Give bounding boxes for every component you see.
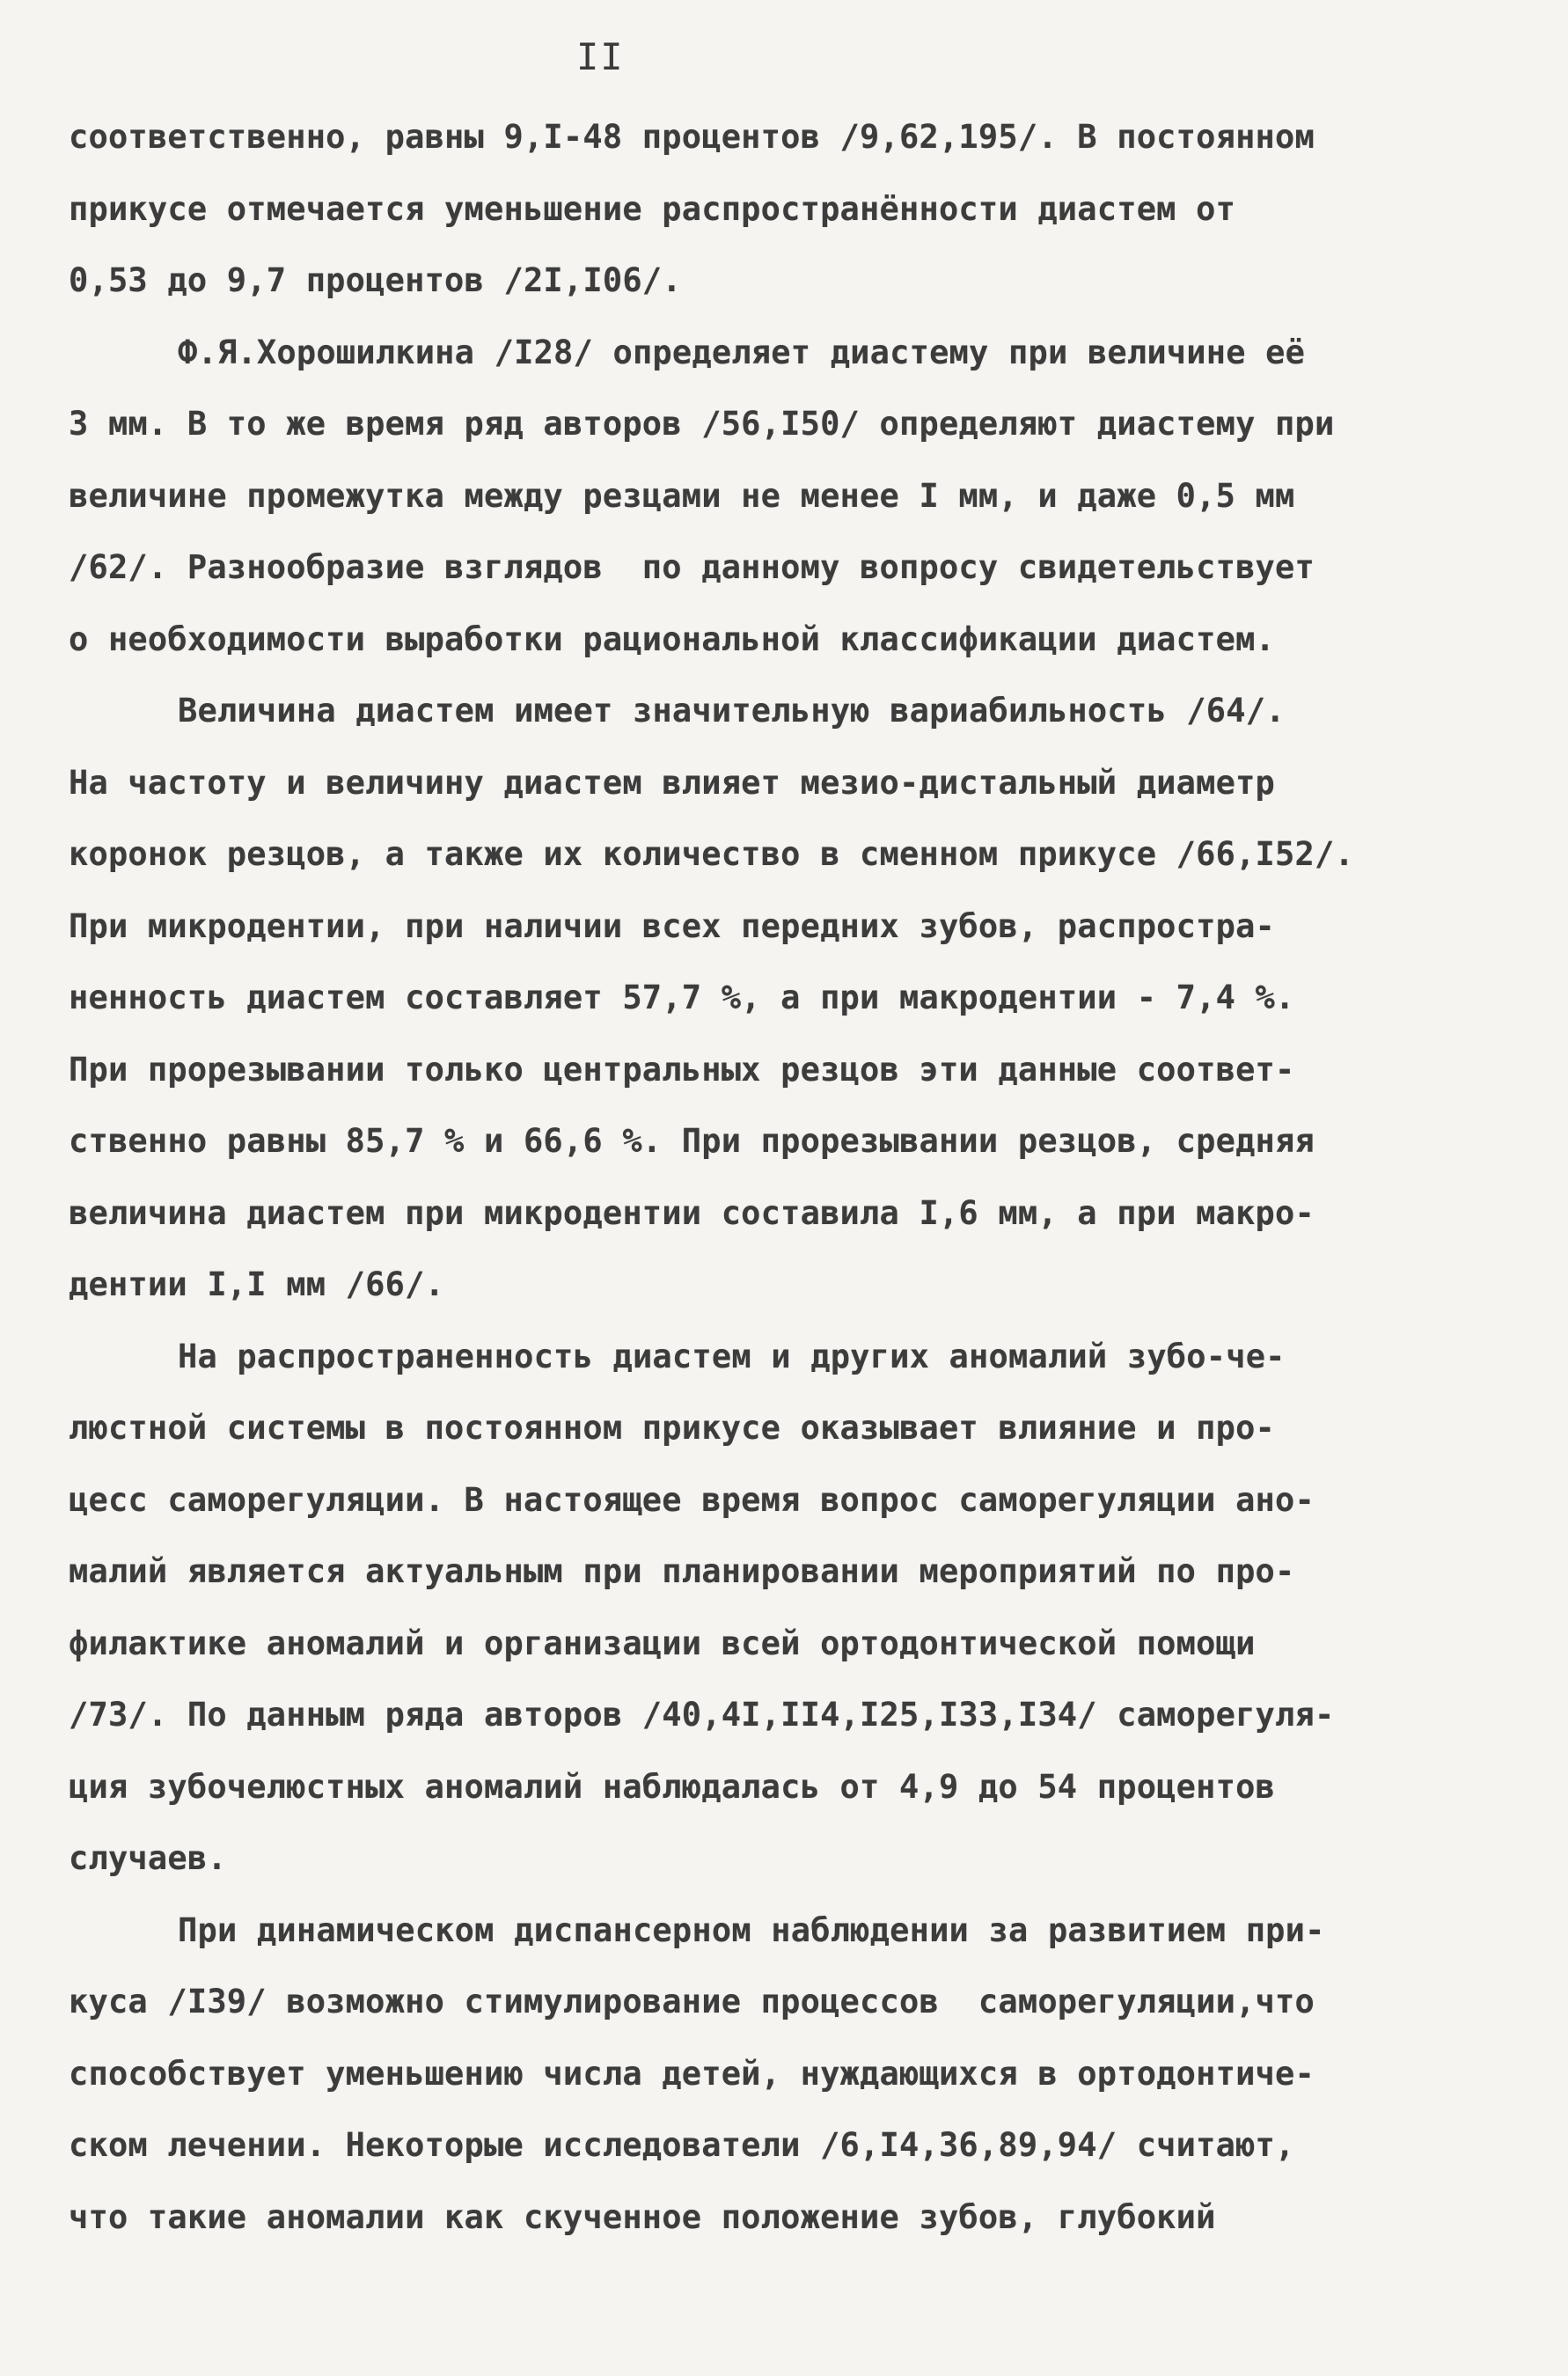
- text-line: ция зубочелюстных аномалий наблюдалась от 4,9 до 54 процентов: [69, 1767, 1276, 1806]
- text-line: Величина диастем имеет значительную вариабильность /64/.: [178, 692, 1286, 730]
- text-line: При прорезывании только центральных резцов эти данные соответ-: [69, 1050, 1295, 1089]
- text-line: дентии I,I мм /66/.: [69, 1265, 445, 1303]
- text-line: Ф.Я.Хорошилкина /I28/ определяет диастему при величине её: [178, 333, 1306, 371]
- text-line: ственно равны 85,7 % и 66,6 %. При прорезывании резцов, средняя: [69, 1122, 1315, 1160]
- text-line: /73/. По данным ряда авторов /40,4I,II4,I25,I33,I34/ саморегуля-: [69, 1696, 1335, 1734]
- body-text: [69, 101, 1512, 2253]
- text-line: цесс саморегуляции. В настоящее время вопрос саморегуляции ано-: [69, 1480, 1315, 1519]
- text-line: ском лечении. Некоторые исследователи /6,I4,36,89,94/ считают,: [69, 2126, 1295, 2164]
- text-line: что такие аномалии как скученное положение зубов, глубокий: [69, 2197, 1216, 2236]
- text-line: 0,53 до 9,7 процентов /2I,I06/.: [69, 261, 682, 299]
- text-line: /62/. Разнообразие взглядов по данному вопросу свидетельствует: [69, 548, 1315, 586]
- text-line: величина диастем при микродентии составила I,6 мм, а при макро-: [69, 1193, 1315, 1232]
- text-line: При динамическом диспансерном наблюдении за развитием при-: [178, 1910, 1325, 1949]
- text-line: величине промежутка между резцами не менее I мм, и даже 0,5 мм: [69, 476, 1295, 515]
- text-line: случаев.: [69, 1839, 227, 1877]
- text-line: о необходимости выработки рациональной классификации диастем.: [69, 620, 1276, 658]
- text-line: На частоту и величину диастем влияет мезио-дистальный диаметр: [69, 763, 1276, 802]
- text-line: коронок резцов, а также их количество в сменном прикусе /66,I52/.: [69, 835, 1354, 873]
- text-line: На распространенность диастем и других аномалий зубо-че-: [178, 1337, 1286, 1375]
- text-line: ненность диастем составляет 57,7 %, а при макродентии - 7,4 %.: [69, 979, 1295, 1016]
- text-line: малий является актуальным при планировании мероприятий по про-: [69, 1552, 1295, 1590]
- text-line: При микродентии, при наличии всех передних зубов, распростра-: [69, 906, 1276, 945]
- text-line: прикусе отмечается уменьшение распространённости диастем от: [69, 189, 1236, 228]
- text-line: люстной системы в постоянном прикусе оказывает влияние и про-: [69, 1409, 1276, 1447]
- text-line: филактике аномалий и организации всей ортодонтической помощи: [69, 1624, 1256, 1662]
- text-line: соответственно, равны 9,I-48 процентов /9,62,195/. В постоянном: [69, 118, 1315, 156]
- text-line: способствует уменьшению числа детей, нуждающихся в ортодонтиче-: [69, 2054, 1315, 2093]
- text-line: 3 мм. В то же время ряд авторов /56,I50/ определяют диастему при: [69, 405, 1335, 443]
- page-number: II: [576, 35, 625, 78]
- text-line: куса /I39/ возможно стимулирование процессов саморегуляции,что: [69, 1983, 1315, 2020]
